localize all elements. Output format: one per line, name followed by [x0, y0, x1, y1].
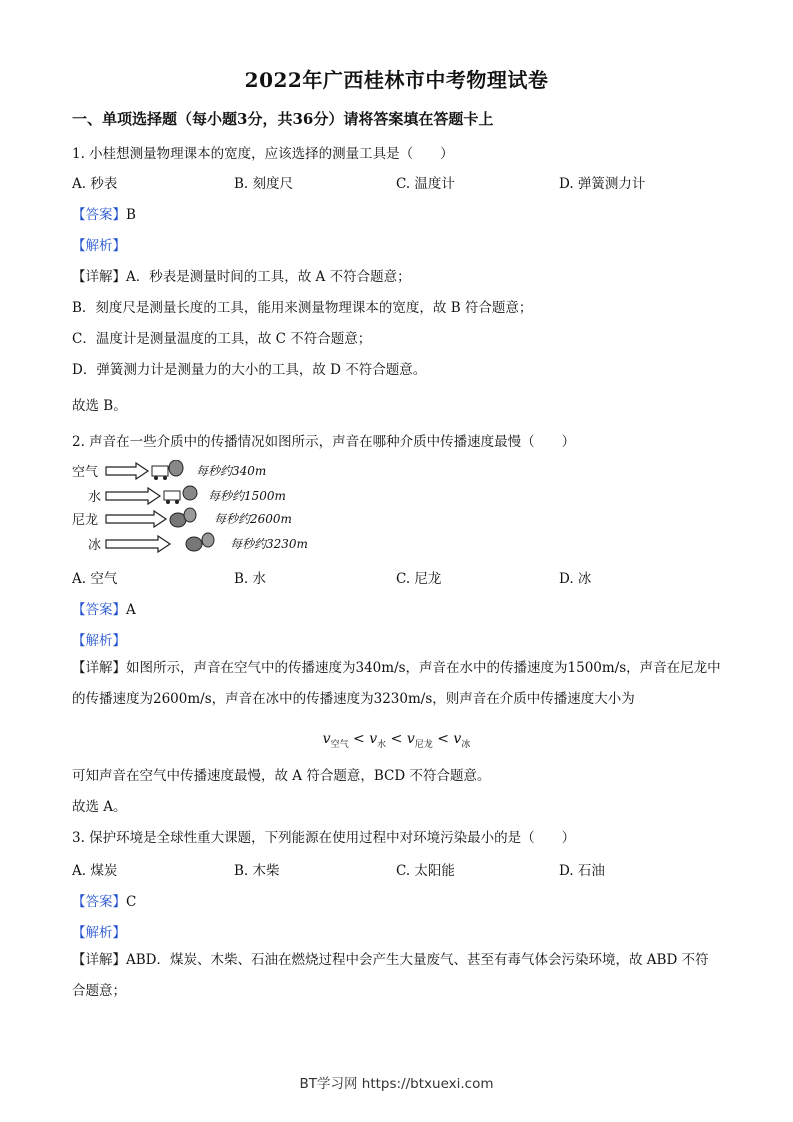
- speed-label: 每秒约340m: [196, 464, 267, 478]
- answer-tag: 【答案】: [72, 207, 126, 223]
- q1-detail-c: C．温度计是测量温度的工具，故 C 不符合题意；: [72, 331, 372, 347]
- q2-detail: [72, 653, 722, 715]
- arrow-icon: [106, 463, 148, 479]
- arrow-icon: [106, 511, 166, 527]
- q1-conclusion: 故选 B。: [72, 398, 127, 414]
- q3-stem: 3. 保护环境是全球性重大课题，下列能源在使用过程中对环境污染最小的是（ ）: [72, 830, 576, 846]
- q2-stem: 2. 声音在一些介质中的传播情况如图所示，声音在哪种介质中传播速度最慢（ ）: [72, 434, 576, 450]
- q2-conclusion: 故选 A。: [72, 799, 127, 815]
- formula-lt: <: [432, 731, 454, 747]
- detail-tag: 【详解】: [72, 952, 126, 968]
- q3-analysis: [72, 921, 126, 941]
- formula-lt: <: [348, 731, 370, 747]
- q1-detail-b: B．刻度尺是测量长度的工具，能用来测量物理课本的宽度，故 B 符合题意；: [72, 300, 533, 316]
- site-footer: BT学习网 https://btxuexi.com: [299, 1076, 494, 1092]
- q1-detail-d: D．弹簧测力计是测量力的大小的工具，故 D 不符合题意。: [72, 362, 427, 378]
- medium-label: 水: [88, 490, 102, 505]
- cart-icon: [164, 491, 180, 500]
- speed-label: 每秒约1500m: [208, 489, 286, 503]
- answer-value: B: [126, 207, 136, 223]
- formula-sub: 水: [377, 739, 387, 750]
- character-icon: [183, 486, 197, 500]
- row-nylon: [72, 508, 292, 528]
- q3-option-c: C. 太阳能: [396, 863, 455, 879]
- q1-analysis: [72, 234, 126, 254]
- q3-detail: [72, 945, 722, 1007]
- q3-option-b: B. 木柴: [234, 863, 280, 879]
- speed-inequality-formula: [0, 731, 793, 750]
- detail-text: ABD．煤炭、木柴、石油在燃烧过程中会产生大量废气、甚至有毒气体会污染环境，故 ABD 不符合题意；: [72, 952, 709, 999]
- arrow-icon: [106, 536, 170, 552]
- q1-option-a: A. 秒表: [72, 176, 118, 192]
- formula-v: v: [406, 731, 415, 747]
- formula-sub: 冰: [461, 739, 471, 750]
- cart-icon: [152, 466, 168, 476]
- answer-value: C: [126, 894, 137, 910]
- q3-option-d: D. 石油: [559, 863, 605, 879]
- speed-label: 每秒约3230m: [230, 537, 308, 551]
- character-icon: [186, 537, 202, 551]
- sound-speed-diagram: [72, 460, 362, 560]
- section-heading: 一、单项选择题（每小题3分，共36分）请将答案填在答题卡上: [72, 110, 494, 128]
- detail-line: A．秒表是测量时间的工具，故 A 不符合题意；: [126, 269, 411, 285]
- q1-option-c: C. 温度计: [396, 176, 455, 192]
- q2-answer: [72, 598, 136, 618]
- q2-option-c: C. 尼龙: [396, 571, 442, 587]
- q3-options: [72, 859, 722, 879]
- detail-tag: 【详解】: [72, 269, 126, 285]
- formula-v: v: [369, 731, 378, 747]
- page-title: 2022年广西桂林市中考物理试卷: [244, 68, 549, 92]
- q1-options: [72, 172, 722, 192]
- formula-sub: 空气: [330, 739, 349, 750]
- q3-option-a: A. 煤炭: [72, 863, 118, 879]
- row-ice: [88, 533, 308, 553]
- q2-option-d: D. 冰: [559, 571, 592, 587]
- detail-text: 如图所示，声音在空气中的传播速度为340m/s，声音在水中的传播速度为1500m/s，声音在尼龙中的传播速度为2600m/s，声音在冰中的传播速度为3230m/s，则声音在介质中传播速度大小为: [72, 660, 721, 707]
- detail-tag: 【详解】: [72, 660, 126, 676]
- analysis-tag: 【解析】: [72, 925, 126, 941]
- character-icon: [169, 460, 183, 476]
- formula-v: v: [453, 731, 462, 747]
- medium-label: 空气: [72, 465, 99, 480]
- formula-lt: <: [386, 731, 407, 747]
- answer-tag: 【答案】: [72, 602, 126, 618]
- sound-speed-figure: [72, 460, 362, 560]
- q1-detail-a: [72, 265, 411, 285]
- q1-stem: 1. 小桂想测量物理课本的宽度，应该选择的测量工具是（ ）: [72, 146, 454, 162]
- speed-label: 每秒约2600m: [214, 512, 292, 526]
- q1-answer: [72, 203, 136, 223]
- arrow-icon: [106, 488, 160, 504]
- analysis-tag: 【解析】: [72, 238, 126, 254]
- q1-option-d: D. 弹簧测力计: [559, 176, 646, 192]
- formula-sub: 尼龙: [414, 739, 433, 750]
- row-water: [88, 486, 286, 505]
- answer-value: A: [126, 602, 136, 618]
- analysis-tag: 【解析】: [72, 633, 126, 649]
- q1-option-b: B. 刻度尺: [234, 176, 294, 192]
- medium-label: 冰: [88, 538, 102, 553]
- medium-label: 尼龙: [72, 513, 99, 528]
- q2-option-a: A. 空气: [72, 571, 118, 587]
- q3-answer: [72, 890, 136, 910]
- q2-analysis: [72, 629, 126, 649]
- formula-v: v: [322, 731, 331, 747]
- q2-option-b: B. 水: [234, 571, 267, 587]
- row-air: [72, 460, 266, 480]
- answer-tag: 【答案】: [72, 894, 126, 910]
- q2-after-formula: 可知声音在空气中传播速度最慢，故 A 符合题意，BCD 不符合题意。: [72, 768, 491, 784]
- q2-options: [72, 567, 722, 587]
